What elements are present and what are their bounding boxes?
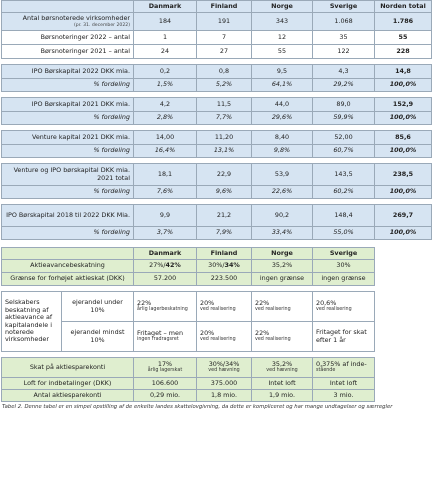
- cell: 184: [134, 13, 197, 31]
- row-ipo-2021-fordeling: [2, 112, 432, 125]
- cell-total: 238,5: [375, 164, 432, 186]
- cell: 33,4%: [252, 227, 313, 240]
- cell: 52,00: [313, 131, 375, 145]
- row-label: % fordeling: [2, 227, 134, 240]
- cell: 3 mio.: [313, 390, 375, 402]
- cell: 8,40: [252, 131, 313, 145]
- cell: 55,0%: [313, 227, 375, 240]
- cell: 7,9%: [197, 227, 252, 240]
- header-danmark: Danmark: [134, 248, 197, 260]
- cell: 90,2: [252, 205, 313, 227]
- cell-total: 152,9: [375, 98, 432, 112]
- row-borsnoteringer-2021: [2, 45, 432, 59]
- cell: 29,6%: [252, 112, 313, 125]
- cell: 30%: [313, 260, 375, 273]
- cell: 122: [313, 45, 375, 59]
- cell: 21,2: [197, 205, 252, 227]
- row-label: Venture og IPO børskapital DKK mia. 2021 total: [2, 164, 134, 186]
- cell: 35: [313, 31, 375, 45]
- header-sverige: Sverige: [313, 1, 375, 13]
- cell: 9,5: [252, 65, 313, 79]
- cell: 0,2: [134, 65, 197, 79]
- header-empty: [2, 1, 134, 13]
- cell: 11,20: [197, 131, 252, 145]
- cell: 1.068: [313, 13, 375, 31]
- cell: 35,2%: [252, 260, 313, 273]
- cell: 0,29 mio.: [134, 390, 197, 402]
- cell: 60,2%: [313, 186, 375, 199]
- header-norge: Norge: [252, 248, 313, 260]
- cell: 29,2%: [313, 79, 375, 92]
- row-label: ejerandel mindst 10%: [62, 322, 134, 352]
- cell-total: 14,8: [375, 65, 432, 79]
- row-label: IPO Børskapital 2022 DKK mia.: [2, 65, 134, 79]
- cell: Intet loft: [252, 378, 313, 390]
- cell-total: 85,6: [375, 131, 432, 145]
- cell-total: 1.786: [375, 13, 432, 31]
- cell: 13,1%: [197, 145, 252, 158]
- table2-header-row: [2, 248, 432, 260]
- cell: 22,6%: [252, 186, 313, 199]
- row-antal-aktiesparekonti: [2, 390, 432, 402]
- cell: Fritaget for skat efter 1 år: [313, 322, 375, 352]
- empty-corner: [375, 248, 432, 260]
- cell: 0,8: [197, 65, 252, 79]
- cell: 30%/34% ved hævning: [197, 358, 252, 378]
- cell-total: 100,0%: [375, 186, 432, 199]
- header-sverige: Sverige: [313, 248, 375, 260]
- row-ipo-2018-2022-fordeling: [2, 227, 432, 240]
- cell: 20,6% ved realisering: [313, 292, 375, 322]
- cell-total: 55: [375, 31, 432, 45]
- row-label: Venture kapital 2021 DKK mia.: [2, 131, 134, 145]
- cell: 1,8 mio.: [197, 390, 252, 402]
- cell: 20% ved realisering: [197, 322, 252, 352]
- cell: 148,4: [313, 205, 375, 227]
- row-label: Børsnoteringer 2022 – antal: [2, 31, 134, 45]
- row-label: IPO Børskapital 2021 DKK mia.: [2, 98, 134, 112]
- row-venture-ipo-2021-fordeling: [2, 186, 432, 199]
- row-label: % fordeling: [2, 79, 134, 92]
- cell: Intet loft: [313, 378, 375, 390]
- row-graense-forhojet: [2, 273, 432, 286]
- row-ipo-2022: [2, 65, 432, 79]
- cell: 1,9 mio.: [252, 390, 313, 402]
- cell: 143,5: [313, 164, 375, 186]
- cell: 4,3: [313, 65, 375, 79]
- row-label: ejerandel under 10%: [62, 292, 134, 322]
- row-label: Loft for indbetalinger (DKK): [2, 378, 134, 390]
- cell: 1: [134, 31, 197, 45]
- cell: Fritaget – men ingen fradragsret: [134, 322, 197, 352]
- header-danmark: Danmark: [134, 1, 197, 13]
- cell: 106.600: [134, 378, 197, 390]
- cell: 3,7%: [134, 227, 197, 240]
- cell: 60,7%: [313, 145, 375, 158]
- selskab-label: Selskabers beskatning af aktieavance af kapitalandele i noterede virksomheder: [2, 292, 62, 352]
- cell: 7,7%: [197, 112, 252, 125]
- cell: 18,1: [134, 164, 197, 186]
- cell: 9,8%: [252, 145, 313, 158]
- row-venture-2021: [2, 131, 432, 145]
- cell: ingen grænse: [313, 273, 375, 286]
- row-label: Antal aktiesparekonti: [2, 390, 134, 402]
- row-label: Skat på aktiesparekonti: [2, 358, 134, 378]
- cell-total: 228: [375, 45, 432, 59]
- cell-total: 100,0%: [375, 145, 432, 158]
- cell: 16,4%: [134, 145, 197, 158]
- cell: 57.200: [134, 273, 197, 286]
- row-label: % fordeling: [2, 112, 134, 125]
- cell: 89,0: [313, 98, 375, 112]
- cell: 2,8%: [134, 112, 197, 125]
- cell: 24: [134, 45, 197, 59]
- nordic-tax-table: [1, 247, 432, 402]
- cell-total: 269,7: [375, 205, 432, 227]
- row-antal-borsnoterede: [2, 13, 432, 31]
- row-skat-aktiesparekonti: [2, 358, 432, 378]
- cell: 7,6%: [134, 186, 197, 199]
- cell: 9,6%: [197, 186, 252, 199]
- row-note: (pr. 31. december 2022): [73, 22, 130, 28]
- cell: 9,9: [134, 205, 197, 227]
- cell: 0,375% af inde- stående: [313, 358, 375, 378]
- cell: 20% ved realisering: [197, 292, 252, 322]
- row-venture-ipo-2021: [2, 164, 432, 186]
- row-loft-indbetalinger: [2, 378, 432, 390]
- row-ipo-2022-fordeling: [2, 79, 432, 92]
- row-label: % fordeling: [2, 186, 134, 199]
- row-borsnoteringer-2022: [2, 31, 432, 45]
- cell: 22% ved realisering: [252, 292, 313, 322]
- cell: 35,2% ved hævning: [252, 358, 313, 378]
- cell: 12: [252, 31, 313, 45]
- table-gap: [0, 240, 435, 247]
- cell: 22% ved realisering: [252, 322, 313, 352]
- nordic-market-table: [1, 0, 432, 240]
- row-ejerandel-under: [2, 292, 432, 322]
- row-label: Børsnoteringer 2021 – antal: [2, 45, 134, 59]
- row-label: IPO Børskapital 2018 til 2022 DKK Mia.: [2, 205, 134, 227]
- header-finland: Finland: [197, 248, 252, 260]
- cell: 53,9: [252, 164, 313, 186]
- cell-total: 100,0%: [375, 79, 432, 92]
- header-empty: [2, 248, 134, 260]
- header-norge: Norge: [252, 1, 313, 13]
- cell: 30%/34%: [197, 260, 252, 273]
- cell: 27: [197, 45, 252, 59]
- table-caption: Tabel 2. Denne tabel er en simpel opstilling af de enkelte landes skattelovgivning, da dette er kompliceret og har mange undtagelser og særregler: [2, 404, 393, 410]
- cell: 22% årlig lagerbeskatning: [134, 292, 197, 322]
- row-label: Grænse for forhøjet aktieskat (DKK): [2, 273, 134, 286]
- cell: 223.500: [197, 273, 252, 286]
- header-finland: Finland: [197, 1, 252, 13]
- cell: 55: [252, 45, 313, 59]
- cell: 191: [197, 13, 252, 31]
- cell: 7: [197, 31, 252, 45]
- cell: 11,5: [197, 98, 252, 112]
- cell: 17% årlig lagerskat: [134, 358, 197, 378]
- header-norden-total: Norden total: [375, 1, 432, 13]
- cell: 375.000: [197, 378, 252, 390]
- cell: 64,1%: [252, 79, 313, 92]
- cell: 343: [252, 13, 313, 31]
- cell: 27%/42%: [134, 260, 197, 273]
- row-aktieavancebeskatning: [2, 260, 432, 273]
- row-ipo-2021: [2, 98, 432, 112]
- row-ejerandel-mindst: [2, 322, 432, 352]
- cell: 4,2: [134, 98, 197, 112]
- cell: 22,9: [197, 164, 252, 186]
- cell: 14,00: [134, 131, 197, 145]
- row-venture-2021-fordeling: [2, 145, 432, 158]
- cell: 59,9%: [313, 112, 375, 125]
- row-ipo-2018-2022: [2, 205, 432, 227]
- cell: 1,5%: [134, 79, 197, 92]
- row-label: % fordeling: [2, 145, 134, 158]
- cell-total: 100,0%: [375, 227, 432, 240]
- cell: 44,0: [252, 98, 313, 112]
- row-label: Aktieavancebeskatning: [2, 260, 134, 273]
- cell: 5,2%: [197, 79, 252, 92]
- table1-header-row: [2, 1, 432, 13]
- cell-total: 100,0%: [375, 112, 432, 125]
- row-label: Antal børsnoterede virksomheder (pr. 31. december 2022): [2, 13, 134, 31]
- cell: ingen grænse: [252, 273, 313, 286]
